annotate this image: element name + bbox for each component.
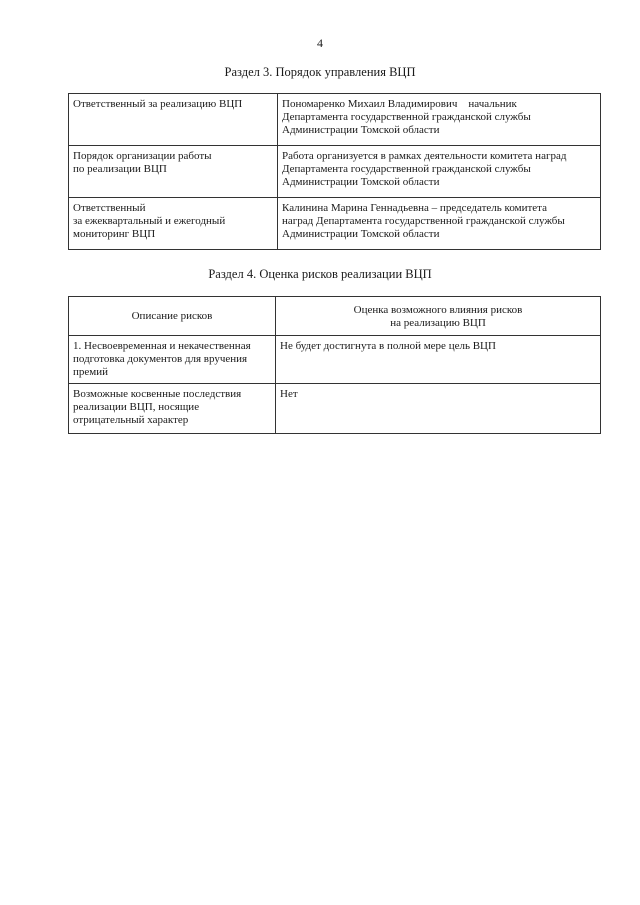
organization-label-cell xyxy=(69,146,278,198)
organization-value-cell xyxy=(278,146,601,198)
cell-line: Ответственный за реализацию ВЦП xyxy=(73,98,243,110)
risk-description-cell xyxy=(69,384,276,434)
table-row xyxy=(69,146,601,198)
cell-line: за ежеквартальный и ежегодный xyxy=(73,215,226,227)
table-row xyxy=(69,94,601,146)
section-4-title: Раздел 4. Оценка рисков реализации ВЦП xyxy=(208,267,432,281)
monitoring-value-cell xyxy=(278,198,601,250)
cell-line: по реализации ВЦП xyxy=(73,163,167,175)
cell-line: Департамента государственной гражданской службы xyxy=(282,111,531,123)
cell-line: Администрации Томской области xyxy=(282,124,440,136)
header-line: на реализацию ВЦП xyxy=(390,316,486,329)
cell-line: Администрации Томской области xyxy=(282,228,440,240)
cell-line: Департамента государственной гражданской службы xyxy=(282,163,531,175)
cell-line: мониторинг ВЦП xyxy=(73,228,156,240)
cell-line: Возможные косвенные последствия xyxy=(73,388,242,400)
cell-line: премий xyxy=(73,366,109,378)
table-row xyxy=(69,384,601,434)
risk-description-header xyxy=(69,297,276,336)
risk-impact-header xyxy=(276,297,601,336)
cell-line: Порядок организации работы xyxy=(73,150,212,162)
table-row xyxy=(69,198,601,250)
header-line: Оценка возможного влияния рисков xyxy=(353,303,523,316)
table-header-row xyxy=(69,297,601,336)
cell-line: 1. Несвоевременная и некачественная xyxy=(73,340,251,352)
cell-line: отрицательный характер xyxy=(73,414,189,426)
risk-table xyxy=(68,296,601,434)
cell-line: подготовка документов для вручения xyxy=(73,353,248,365)
page-number: 4 xyxy=(317,36,323,50)
cell-line: наград Департамента государственной гражданской службы xyxy=(282,215,565,227)
header-line: Описание рисков xyxy=(131,310,213,322)
risk-description-cell xyxy=(69,336,276,384)
cell-line: Нет xyxy=(280,388,298,400)
cell-line: Работа организуется в рамках деятельности комитета наград xyxy=(282,150,567,162)
cell-line: Калинина Марина Геннадьевна – председатель комитета xyxy=(282,202,547,214)
table-row xyxy=(69,336,601,384)
responsible-label-cell xyxy=(69,94,278,146)
monitoring-label-cell xyxy=(69,198,278,250)
risk-impact-cell xyxy=(276,384,601,434)
cell-line: Администрации Томской области xyxy=(282,176,440,188)
cell-line: Пономаренко Михаил Владимирович начальник xyxy=(282,98,517,110)
responsible-value-cell xyxy=(278,94,601,146)
cell-line: Не будет достигнута в полной мере цель ВЦП xyxy=(280,340,496,352)
cell-line: Ответственный xyxy=(73,202,146,214)
risk-impact-cell xyxy=(276,336,601,384)
management-table xyxy=(68,93,601,250)
section-3-title: Раздел 3. Порядок управления ВЦП xyxy=(224,65,416,79)
cell-line: реализации ВЦП, носящие xyxy=(73,401,200,413)
